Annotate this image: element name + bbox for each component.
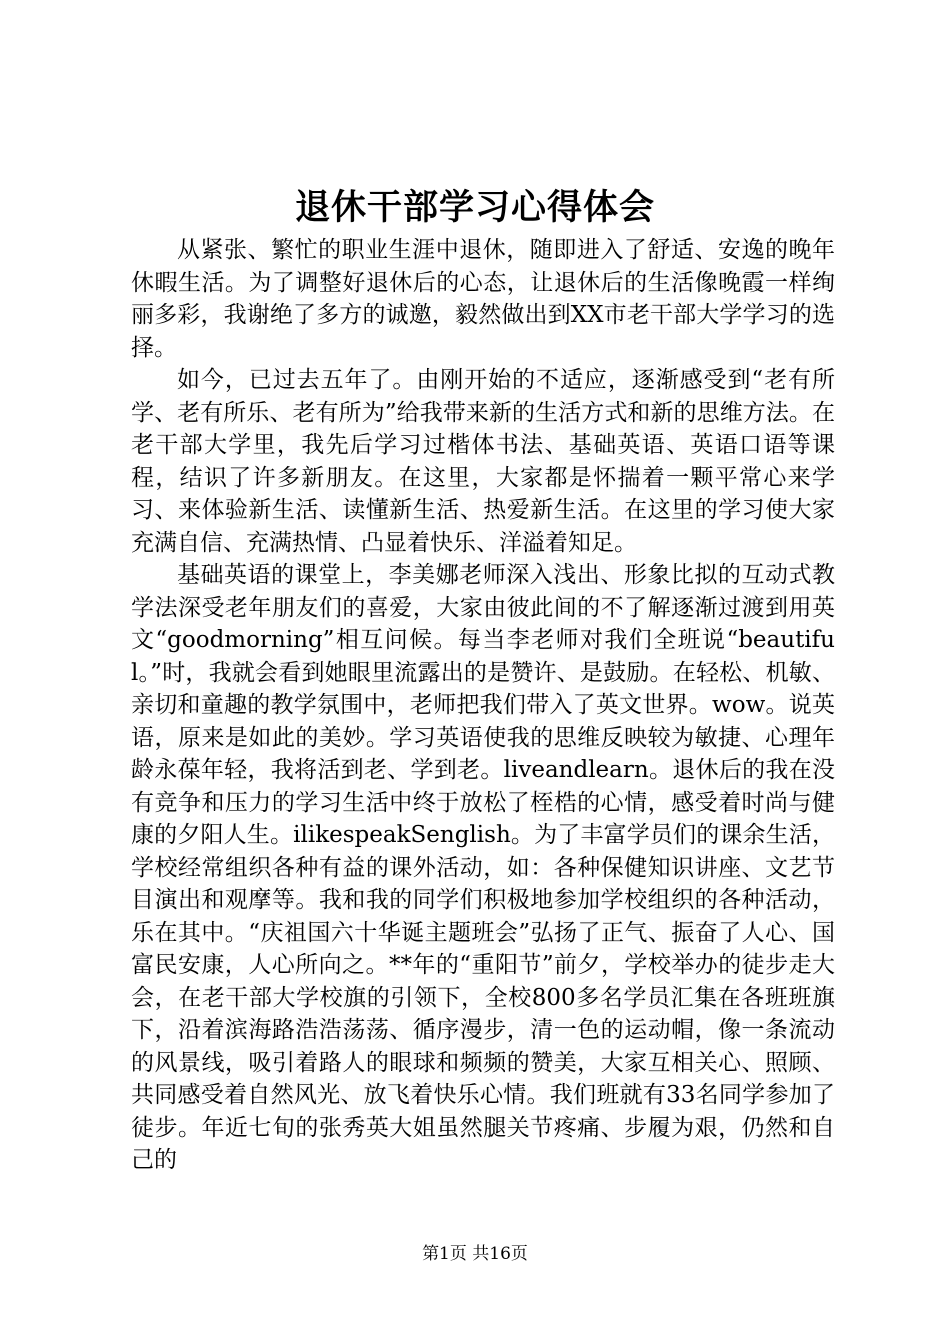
document-title: 退休干部学习心得体会 [294,187,655,228]
document-body [131,234,835,1177]
page-footer [0,1243,950,1265]
page-number: 第1页 [422,1244,467,1264]
paragraph-2: 如今，已过去五年了。由刚开始的不适应，逐渐感受到“老有所学、老有所乐、老有所为”给我带来新的生活方式和新的思维方法。在老干部大学里，我先后学习过楷体书法、基础英语、英语口语等课程，结识了许多新朋友。在这里，大家都是怀揣着一颗平常心来学习、来体验新生活、读懂新生活、热爱新生活。在这里的学习使大家充满自信、充满热情、凸显着快乐、洋溢着知足。 [131,367,835,556]
paragraph-1: 从紧张、繁忙的职业生涯中退休，随即进入了舒适、安逸的晚年休暇生活。为了调整好退休后的心态，让退休后的生活像晚霞一样绚丽多彩，我谢绝了多方的诚邀，毅然做出到XX市老干部大学学习的选择。 [131,237,835,361]
paragraph-3: 基础英语的课堂上，李美娜老师深入浅出、形象比拟的互动式教学法深受老年朋友们的喜爱，大家由彼此间的不了解逐渐过渡到用英文“goodmorning”相互问候。每当李老师对我们全班说“beautiful。”时，我就会看到她眼里流露出的是赞许、是鼓励。在轻松、机敏、亲切和童趣的教学氛围中，老师把我们带入了英文世界。wow。说英语，原来是如此的美妙。学习英语使我的思维反映较为敏捷、心理年龄永葆年轻，我将活到老、学到老。liveandlearn。退休后的我在没有竞争和压力的学习生活中终于放松了桎梏的心情，感受着时尚与健康的夕阳人生。ilikespeakSenglish。为了丰富学员们的课余生活，学校经常组织各种有益的课外活动，如：各种保健知识讲座、文艺节目演出和观摩等。我和我的同学们积极地参加学校组织的各种活动，乐在其中。“庆祖国六十华诞主题班会”弘扬了正气、振奋了人心、国富民安康，人心所向之。**年的“重阳节”前夕，学校举办的徒步走大会，在老干部大学校旗的引领下，全校800多名学员汇集在各班班旗下，沿着滨海路浩浩荡荡、循序漫步，清一色的运动帽，像一条流动的风景线，吸引着路人的眼球和频频的赞美，大家互相关心、照顾、共同感受着自然风光、放飞着快乐心情。我们班就有33名同学参加了徒步。年近七旬的张秀英大姐虽然腿关节疼痛、步履为艰，仍然和自己的 [131,562,835,1173]
page-total: 共16页 [472,1244,528,1264]
